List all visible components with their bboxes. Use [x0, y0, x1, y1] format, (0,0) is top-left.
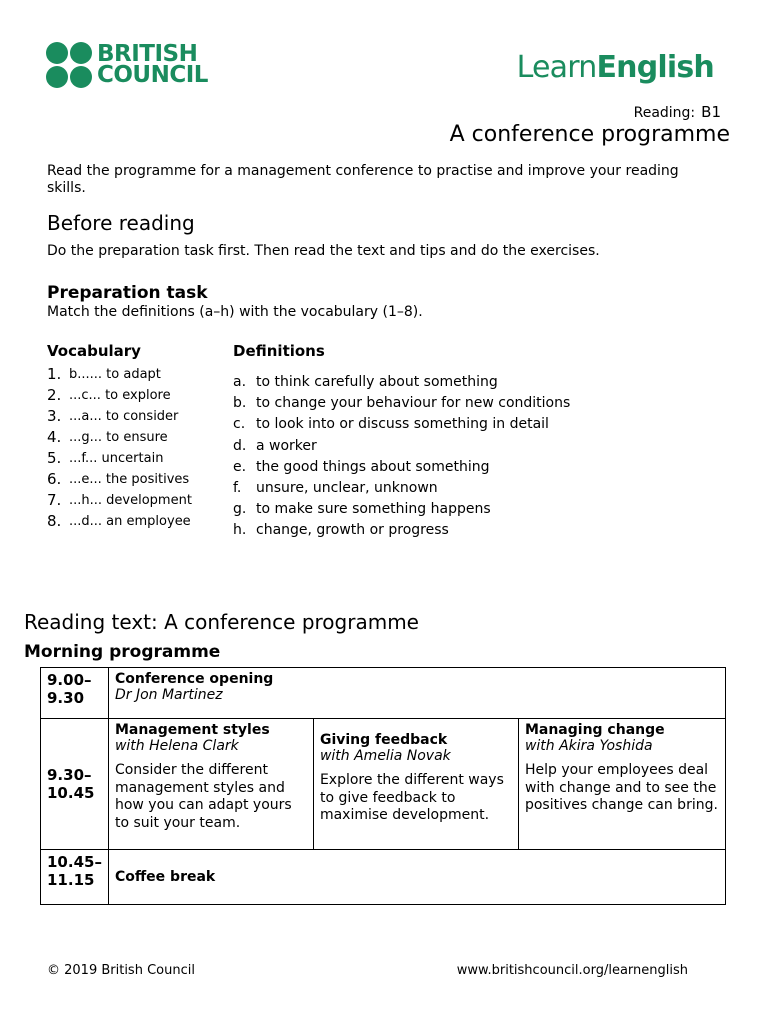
list-item: 8. ...d... an employee — [47, 512, 191, 530]
session-cell — [313, 719, 518, 850]
list-item: e. the good things about something — [233, 458, 490, 475]
list-item: d. a worker — [233, 437, 317, 454]
level-label: Reading: — [633, 105, 696, 121]
reading-text-heading: Reading text: A conference programme — [24, 610, 419, 634]
learnenglish-logo: LearnEnglish — [516, 50, 714, 85]
footer-url: www.britishcouncil.org/learnenglish — [456, 963, 688, 978]
session-speaker: with Akira Yoshida — [524, 738, 653, 754]
time-cell: 10.45–11.15 — [41, 850, 109, 905]
session-title: Managing change — [524, 722, 665, 738]
session-speaker: with Helena Clark — [114, 738, 239, 754]
vocabulary-list — [47, 366, 217, 534]
session-description: Help your employees deal with change and to see the positives change can bring. — [524, 762, 718, 813]
session-speaker: Dr Jon Martinez — [114, 687, 223, 703]
time-cell: 9.00–9.30 — [41, 668, 109, 719]
definitions-list — [233, 374, 653, 544]
session-cell — [108, 850, 725, 905]
preparation-instruction: Match the definitions (a–h) with the vocabulary (1–8). — [47, 304, 423, 320]
programme-table — [40, 667, 726, 905]
session-title: Giving feedback — [319, 732, 448, 748]
session-cell — [108, 719, 313, 850]
session-title: Coffee break — [114, 869, 216, 885]
preparation-heading: Preparation task — [47, 283, 208, 303]
list-item: 4. ...g... to ensure — [47, 428, 168, 446]
list-item: h. change, growth or progress — [233, 522, 449, 539]
list-item: g. to make sure something happens — [233, 501, 491, 518]
session-speaker: with Amelia Novak — [319, 748, 451, 764]
before-reading-text: Do the preparation task first. Then read the text and tips and do the exercises. — [47, 243, 600, 259]
page-title: A conference programme — [449, 122, 730, 147]
morning-programme-heading: Morning programme — [24, 642, 221, 662]
logo-dots-icon — [46, 42, 92, 88]
list-item: 7. ...h... development — [47, 491, 192, 509]
before-reading-heading: Before reading — [47, 211, 195, 235]
list-item: 3. ...a... to consider — [47, 407, 179, 425]
list-item: f. unsure, unclear, unknown — [233, 479, 438, 496]
table-row — [41, 719, 726, 850]
list-item: 1. b...... to adapt — [47, 365, 161, 383]
definitions-heading: Definitions — [233, 342, 325, 360]
list-item: c. to look into or discuss something in detail — [233, 416, 549, 433]
list-item: b. to change your behaviour for new conditions — [233, 395, 571, 412]
session-title: Management styles — [114, 722, 270, 738]
time-cell: 9.30–10.45 — [41, 719, 109, 850]
table-row — [41, 668, 726, 719]
intro-text: Read the programme for a management conference to practise and improve your reading skills. — [47, 163, 679, 196]
british-council-logo — [46, 42, 208, 88]
session-cell — [108, 668, 725, 719]
session-description: Explore the different ways to give feedback to maximise development. — [319, 772, 504, 823]
level-value: B1 — [701, 103, 721, 121]
session-description: Consider the different management styles and how you can adapt yours to suit your team. — [114, 762, 292, 831]
session-title: Conference opening — [114, 671, 274, 687]
list-item: a. to think carefully about something — [233, 374, 498, 390]
vocabulary-heading: Vocabulary — [47, 342, 141, 360]
list-item: 6. ...e... the positives — [47, 470, 190, 488]
list-item: 5. ...f... uncertain — [47, 449, 164, 467]
list-item: 2. ...c... to explore — [47, 386, 171, 404]
table-row — [41, 850, 726, 905]
footer-copyright: © 2019 British Council — [47, 963, 195, 978]
level-indicator — [634, 103, 721, 121]
logo-wordmark: BRITISH COUNCIL — [97, 41, 208, 88]
session-cell — [518, 719, 725, 850]
